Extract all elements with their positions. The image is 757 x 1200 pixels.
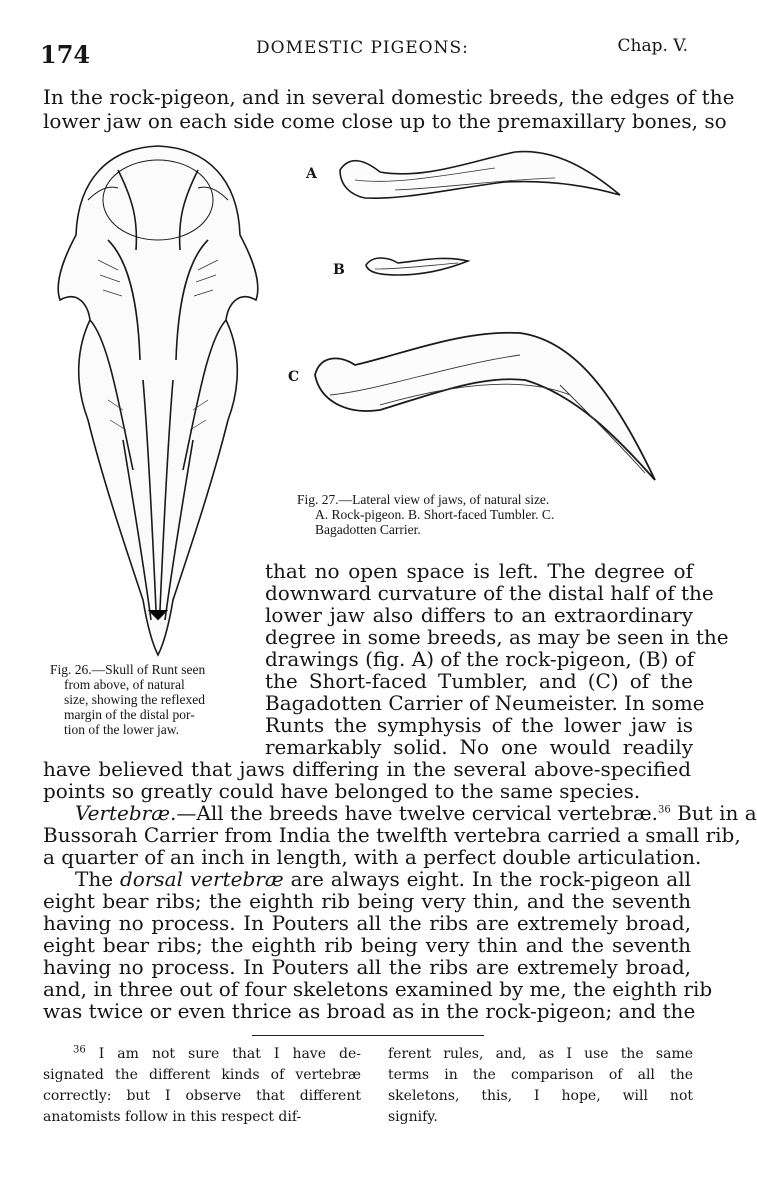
body-line: degree in some breeds, as may be seen in the [265,625,729,649]
body-line: that no open space is left. The degree of [265,559,693,583]
figure-label-a: A [306,166,317,182]
skull-illustration [48,140,268,660]
caption-line: from above, of natural [64,677,185,692]
body-line: and, in three out of four skeletons examined by me, the eighth rib [43,977,713,1001]
footnote-line: correctly: but I observe that different [43,1088,361,1104]
body-line: a quarter of an inch in length, with a perfect double articulation. [43,845,702,869]
body-line: Bagadotten Carrier of Neumeister. In some [265,691,705,715]
body-line: lower jaw also differs to an extraordinary [265,603,693,627]
footnote-line: skeletons, this, I hope, will not [388,1088,693,1104]
body-line: have believed that jaws differing in the several above-specified [43,757,691,781]
footnote-line: ferent rules, and, as I use the same [388,1046,693,1062]
body-line: having no process. In Pouters all the ribs are extremely broad, [43,955,691,979]
caption-line: tion of the lower jaw. [64,722,179,737]
body-line: the Short-faced Tumbler, and (C) of the [265,669,693,693]
footnote-number: 36 [73,1044,86,1056]
caption-line: Bagadotten Carrier. [315,522,421,537]
chapter-label: Chap. V. [617,36,688,56]
caption-line: Fig. 26.—Skull of Runt seen [50,662,206,677]
body-line: drawings (fig. A) of the rock-pigeon, (B) of [265,647,695,671]
body-line: having no process. In Pouters all the ribs are extremely broad, [43,911,691,935]
body-line: downward curvature of the distal half of the [265,581,714,605]
body-line: Bussorah Carrier from India the twelfth vertebra carried a small rib, [43,823,741,847]
body-line: was twice or even thrice as broad as in the rock-pigeon; and the [43,999,696,1023]
body-line: lower jaw on each side come close up to the premaxillary bones, so [43,109,727,133]
footnote-line: anatomists follow in this respect dif- [43,1109,302,1125]
jaw-short-faced-tumbler-illustration [363,245,473,285]
caption-line: Fig. 27.—Lateral view of jaws, of natural size. [297,492,550,507]
footnote-line: terms in the comparison of all the [388,1067,693,1083]
page-number: 174 [40,40,91,69]
figure-26-caption [50,662,255,737]
body-line: In the rock-pigeon, and in several domestic breeds, the edges of the [43,85,735,109]
footnote-line: signify. [388,1109,438,1125]
caption-line: margin of the distal por- [64,707,195,722]
footnote-line: signated the different kinds of vertebræ [43,1067,361,1083]
jaw-bagadotten-carrier-illustration [310,325,660,485]
footnote-divider [252,1035,484,1036]
body-line: eight bear ribs; the eighth rib being very thin and the seventh [43,933,691,957]
body-line: Runts the symphysis of the lower jaw is [265,713,693,737]
body-line: remarkably solid. No one would readily [265,735,693,759]
figure-label-c: C [288,369,300,385]
body-line: points so greatly could have belonged to the same species. [43,779,641,803]
running-title: DOMESTIC PIGEONS: [256,38,469,58]
footnote-reference: 36 [658,804,671,816]
jaw-rock-pigeon-illustration [335,140,625,210]
figure-27-caption [297,492,667,537]
italic-term: dorsal vertebræ [119,867,284,891]
figure-label-b: B [333,262,345,278]
body-line: eight bear ribs; the eighth rib being very thin, and the seventh [43,889,691,913]
dorsal-paragraph-first-line: The dorsal vertebræ are always eight. In the rock-pigeon all [75,867,692,891]
caption-line: size, showing the reflexed [64,692,205,707]
caption-line: A. Rock-pigeon. B. Short-faced Tumbler. C. [315,507,555,522]
section-heading: Vertebræ. [75,801,177,825]
vertebrae-paragraph-first-line: Vertebræ.—All the breeds have twelve cervical vertebræ.$^{36}$ But in a [75,801,757,825]
footnote-line: $^{36}$ I am not sure that I have de- [73,1044,361,1062]
